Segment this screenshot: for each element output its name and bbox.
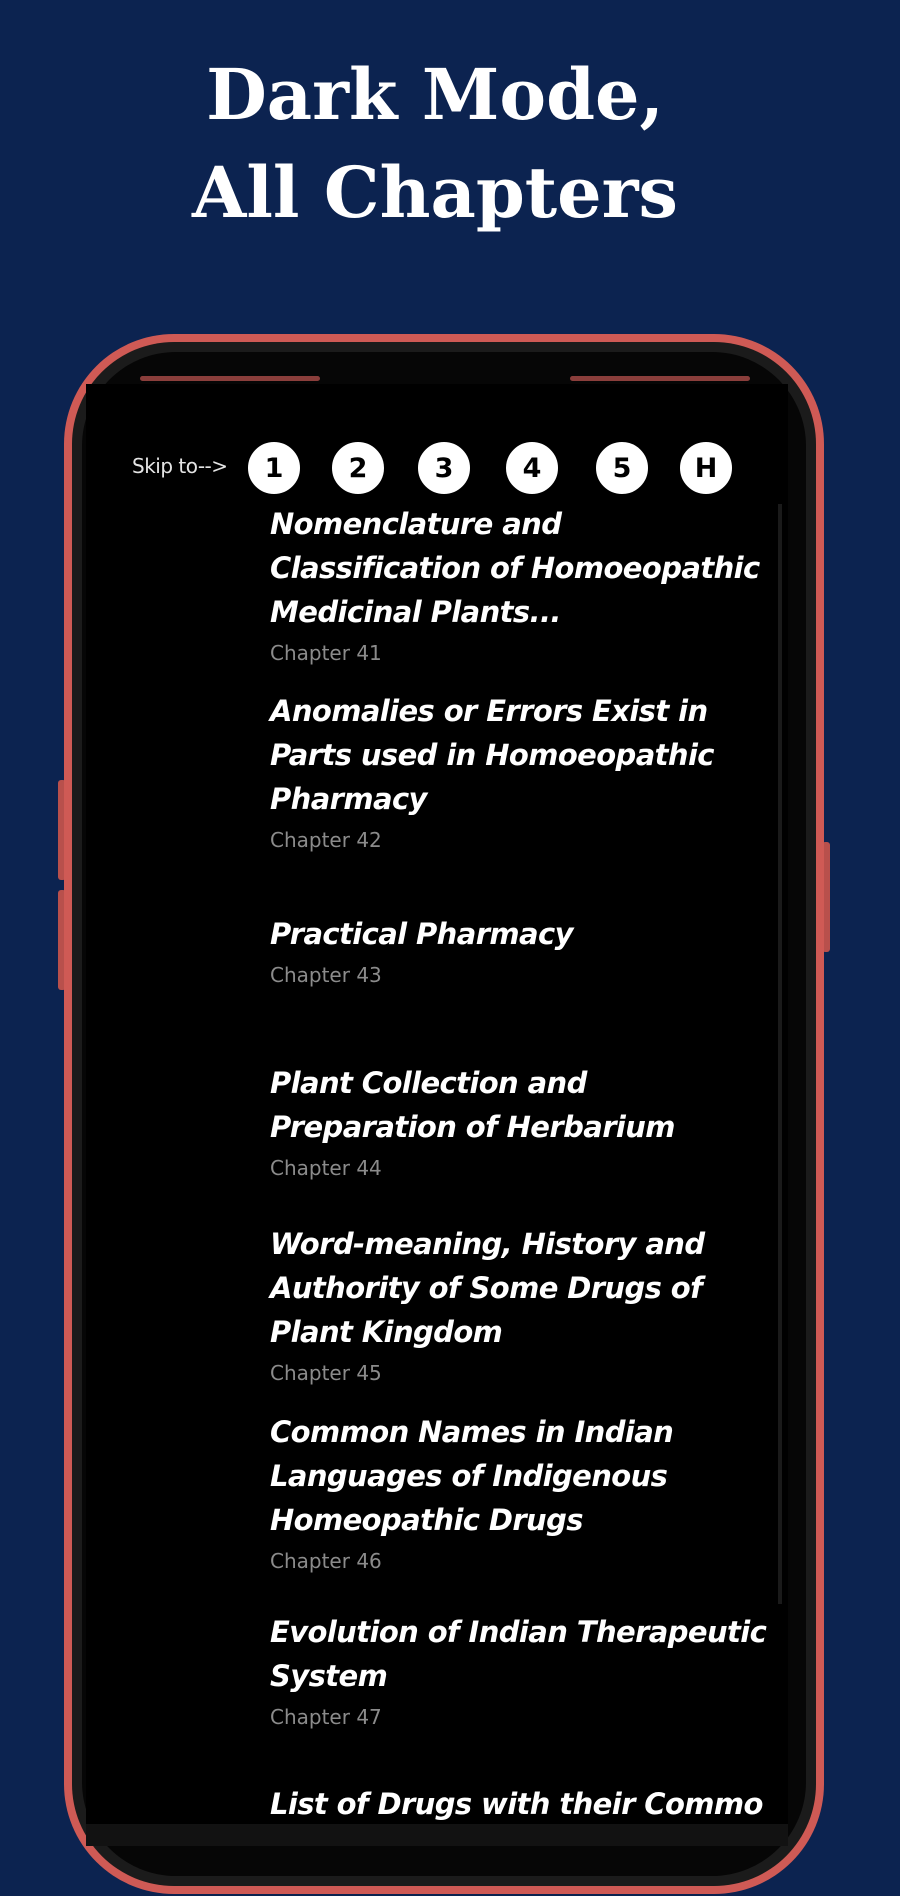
chapter-title-line: Common Names in Indian xyxy=(270,1415,674,1449)
chapter-title-line: Nomenclature and xyxy=(270,507,562,541)
chapter-title xyxy=(270,1610,788,1698)
app-screen xyxy=(86,384,788,1824)
chapter-number: Chapter 46 xyxy=(270,1549,382,1573)
chapter-item[interactable] xyxy=(270,1410,788,1576)
skip-button-5[interactable]: 5 xyxy=(594,440,650,496)
chapter-title xyxy=(270,689,788,821)
chapter-number: Chapter 47 xyxy=(270,1705,382,1729)
chapter-title xyxy=(270,1061,788,1149)
chapter-title-line: Languages of Indigenous xyxy=(270,1459,668,1493)
chapter-title xyxy=(270,502,788,634)
chapter-item[interactable] xyxy=(270,1610,788,1732)
system-nav-bar xyxy=(86,1824,788,1846)
chapter-item[interactable] xyxy=(270,912,788,990)
headline-line-1: Dark Mode, xyxy=(206,53,664,136)
skip-button-home[interactable]: H xyxy=(678,440,734,496)
phone-speaker-right xyxy=(570,376,750,381)
skip-button-2[interactable]: 2 xyxy=(330,440,386,496)
chapter-title-line: List of Drugs with their Commo xyxy=(270,1787,763,1821)
phone-speaker-left xyxy=(140,376,320,381)
chapter-title-line: Evolution of Indian Therapeutic xyxy=(270,1615,767,1649)
skip-button-3[interactable]: 3 xyxy=(416,440,472,496)
chapter-title xyxy=(270,1222,788,1354)
chapter-number: Chapter 41 xyxy=(270,641,382,665)
skip-button-4[interactable]: 4 xyxy=(504,440,560,496)
chapter-number: Chapter 42 xyxy=(270,828,382,852)
chapter-number: Chapter 45 xyxy=(270,1361,382,1385)
scrollbar[interactable] xyxy=(778,504,782,1604)
headline-line-2: All Chapters xyxy=(192,151,678,234)
skip-button-1[interactable]: 1 xyxy=(246,440,302,496)
chapter-title xyxy=(270,912,788,956)
chapter-number: Chapter 44 xyxy=(270,1156,382,1180)
chapter-title-line: System xyxy=(270,1659,388,1693)
chapter-item[interactable] xyxy=(270,1782,788,1824)
chapter-title-line: Parts used in Homoeopathic xyxy=(270,738,714,772)
chapter-title-line: Medicinal Plants... xyxy=(270,595,561,629)
skip-label: Skip to--> xyxy=(132,454,228,478)
chapter-title-line: Plant Kingdom xyxy=(270,1315,503,1349)
chapter-title-line: Plant Collection and xyxy=(270,1066,587,1100)
skip-navigation xyxy=(86,440,788,500)
chapter-title-line: Classification of Homoeopathic xyxy=(270,551,760,585)
chapter-item[interactable] xyxy=(270,1222,788,1388)
chapter-title-line: Practical Pharmacy xyxy=(270,917,573,951)
chapter-title xyxy=(270,1410,788,1542)
chapter-title-line: Preparation of Herbarium xyxy=(270,1110,675,1144)
chapter-title-line: Homeopathic Drugs xyxy=(270,1503,583,1537)
chapter-item[interactable] xyxy=(270,689,788,855)
chapter-title-line: Pharmacy xyxy=(270,782,427,816)
chapter-item[interactable] xyxy=(270,1061,788,1183)
promo-headline xyxy=(0,46,870,242)
chapter-title-line: Anomalies or Errors Exist in xyxy=(270,694,708,728)
chapter-title xyxy=(270,1782,788,1824)
chapter-number: Chapter 43 xyxy=(270,963,382,987)
chapter-title-line: Word-meaning, History and xyxy=(270,1227,705,1261)
chapter-item[interactable] xyxy=(270,502,788,668)
chapter-title-line: Authority of Some Drugs of xyxy=(270,1271,703,1305)
